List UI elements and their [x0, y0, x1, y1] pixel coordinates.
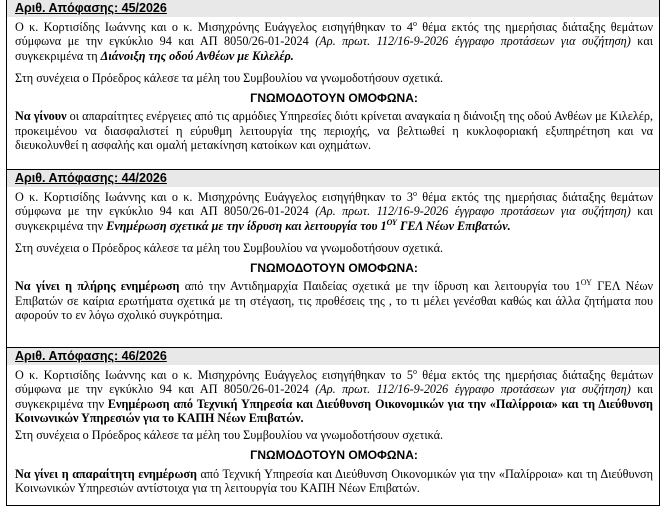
decision-intro: Ο κ. Κορτισίδης Ιωάννης και ο κ. Μισηχρόνης Ευάγγελος εισηγήθηκαν το $5^o$ θέμα εκτός της ημερήσιας διάταξης θεμάτων σύμφωνα με την εγκύκλιο 94 και ΑΠ 8050/26-01-2024 (Αρ. πρωτ. 112/16-9-2026 έγγραφο προτάσεων για συζήτηση) και συγκεκριμένα την Ενημέρωση από Τεχνική Υπηρεσία και Διεύθυνση Οικονομικών για την «Παλίρροια» και τη Διεύθυνση Κοινωνικών Υπηρεσιών για το ΚΑΠΗ Νέων Επιβατών. [15, 366, 654, 425]
decision-number: Αριθ. Απόφασης: 45/2026 [15, 1, 167, 15]
decision-subject: Ενημέρωση από Τεχνική Υπηρεσία και Διεύθυνση Οικονομικών για την «Παλίρροια» και τη Διεύθυνση Κοινωνικών Υπηρεσιών για το ΚΑΠΗ Νέων Επιβατών. [15, 396, 653, 425]
decision-block-44 [6, 170, 660, 348]
decision-result: Να γίνουν οι απαραίτητες ενέργειες από τις αρμόδιες Υπηρεσίες διότι κρίνεται αναγκαία η διάνοιξη της οδού Ανθέων με Κιλελέρ, προκειμένου να διασφαλιστεί η εύρυθμη λειτουργία της περιοχής, να βελτιωθεί η κυκλοφοριακή εξυπηρέτηση και να διευκολυνθεί η ασφαλής και ομαλή μετακίνηση κατοίκων και οχημάτων. [15, 109, 653, 153]
decision-call: Στη συνέχεια ο Πρόεδρος κάλεσε τα μέλη του Συμβουλίου να γνωμοδοτήσουν σχετικά. [15, 70, 444, 85]
document-page [6, 0, 660, 506]
decision-block-46 [6, 348, 660, 506]
decision-opinion-heading: ΓΝΩΜΟΔΟΤΟΥΝ ΟΜΟΦΩΝΑ: [250, 448, 418, 463]
decision-subject: Ενημέρωση σχετικά με την ίδρυση και λειτουργία του $1^{O\Upsilon}$ ΓΕΛ Νέων Επιβατών. [106, 217, 511, 233]
decision-block-45 [6, 0, 660, 170]
decision-body [7, 187, 659, 334]
decision-heading [7, 0, 659, 17]
decision-opinion-heading: ΓΝΩΜΟΔΟΤΟΥΝ ΟΜΟΦΩΝΑ: [250, 91, 418, 106]
decision-result: Να γίνει η πλήρης ενημέρωση από την Αντιδημαρχία Παιδείας σχετικά με την ίδρυση και λειτουργία του $1^{O\Upsilon}$ ΓΕΛ Νέων Επιβατών σε καίρια ερωτήματα σχετικά με τη στέγαση, τις προθέσεις της , το τι μέλει γενέσθαι καθώς και άλλα ζητήματα που αφορούν το εν λόγω σχολικό συγκρότημα. [15, 278, 654, 323]
decision-result: Να γίνει η απαραίτητη ενημέρωση από Τεχνική Υπηρεσία και Διεύθυνση Οικονομικών για την «Παλίρροια» και τη Διεύθυνση Κοινωνικών Υπηρεσιών αντίστοιχα για τη λειτουργία του ΚΑΠΗ Νέων Επιβατών. [15, 466, 653, 496]
decision-call: Στη συνέχεια ο Πρόεδρος κάλεσε τα μέλη του Συμβουλίου να γνωμοδοτήσουν σχετικά. [15, 240, 444, 255]
decision-number: Αριθ. Απόφασης: 44/2026 [15, 171, 167, 185]
decision-subject: Διάνοιξη της οδού Ανθέων με Κιλελέρ. [100, 48, 294, 63]
decision-number: Αριθ. Απόφασης: 46/2026 [15, 349, 167, 363]
decision-heading [7, 170, 659, 187]
decision-opinion-heading: ΓΝΩΜΟΔΟΤΟΥΝ ΟΜΟΦΩΝΑ: [250, 261, 418, 276]
decision-intro: Ο κ. Κορτισίδης Ιωάννης και ο κ. Μισηχρόνης Ευάγγελος εισηγήθηκαν το $4^o$ θέμα εκτός της ημερήσιας διάταξης θεμάτων σύμφωνα με την εγκύκλιο 94 και ΑΠ 8050/26-01-2024 (Αρ. πρωτ. 112/16-9-2026 έγγραφο προτάσεων για συζήτηση) και συγκεκριμένα τη Διάνοιξη της οδού Ανθέων με Κιλελέρ. [15, 18, 654, 63]
decision-heading [7, 348, 659, 365]
decision-body [7, 365, 659, 507]
decision-call: Στη συνέχεια ο Πρόεδρος κάλεσε τα μέλη του Συμβουλίου να γνωμοδοτήσουν σχετικά. [15, 428, 444, 443]
decision-body [7, 17, 659, 164]
decision-intro: Ο κ. Κορτισίδης Ιωάννης και ο κ. Μισηχρόνης Ευάγγελος εισηγήθηκαν το $3^o$ θέμα εκτός της ημερήσιας διάταξης θεμάτων σύμφωνα με την εγκύκλιο 94 και ΑΠ 8050/26-01-2024 (Αρ. πρωτ. 112/16-9-2026 έγγραφο προτάσεων για συζήτηση) και συγκεκριμένα την Ενημέρωση σχετικά με την ίδρυση και λειτουργία του $1^{O\Upsilon}$ ΓΕΛ Νέων Επιβατών. [15, 188, 654, 233]
